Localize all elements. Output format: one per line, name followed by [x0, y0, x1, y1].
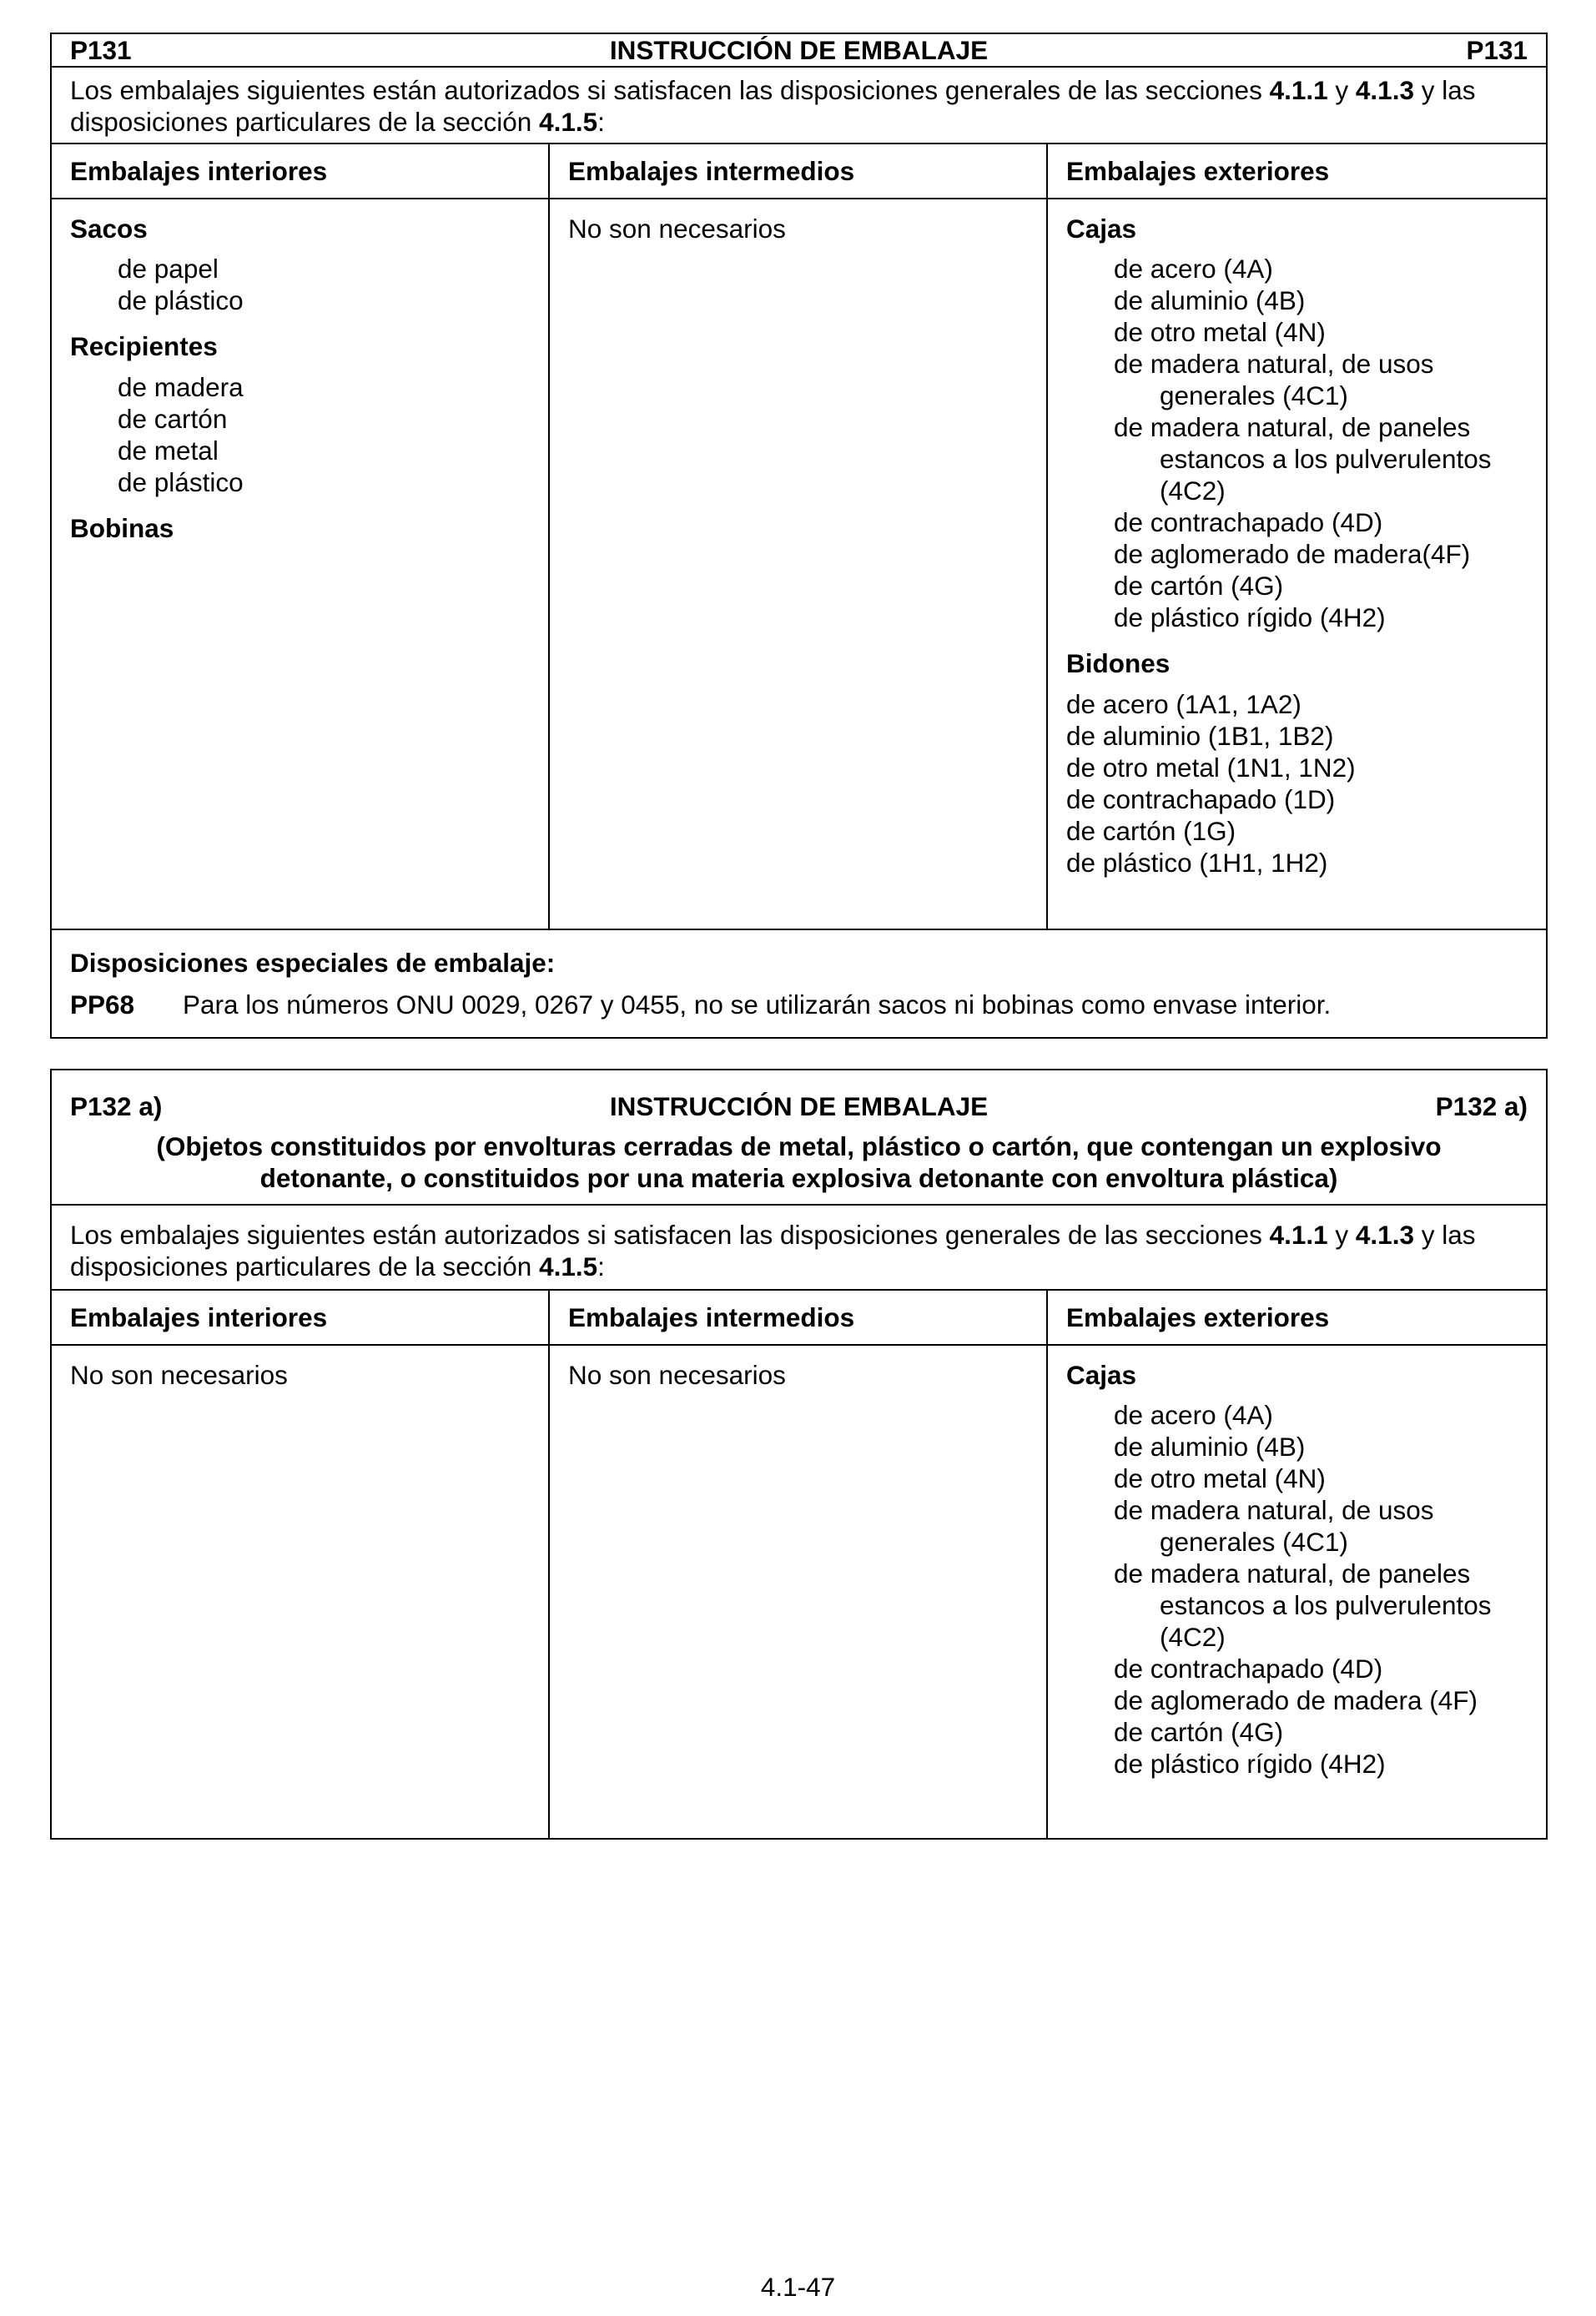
- list-item: de madera natural, de usos: [1114, 349, 1434, 379]
- list-item: de contrachapado (4D): [1114, 507, 1383, 537]
- p131-inner-group-sacos: Sacos: [70, 214, 148, 244]
- list-item: de aluminio (4B): [1114, 1432, 1306, 1462]
- p131-header: [70, 34, 1528, 66]
- p132-code-right: P132 a): [1435, 1091, 1528, 1121]
- p132-col-outer-header: Embalajes exteriores: [1066, 1302, 1330, 1332]
- page-number: 4.1-47: [760, 2272, 836, 2302]
- p132-outer-cell: [1047, 1345, 1547, 1839]
- pp-code: PP68: [70, 989, 135, 1020]
- p131-code-right: P131: [1466, 35, 1528, 65]
- list-item: de plástico: [118, 285, 244, 315]
- p132-intro: Los embalajes siguientes están autorizados si satisfacen las disposiciones generales de las secciones 4.1.1 y 4.1.3 y las disposiciones particulares de la sección 4.1.5:: [51, 1205, 1547, 1290]
- p131-code-left: P131: [70, 35, 132, 65]
- list-item: de madera natural, de paneles: [1114, 412, 1471, 442]
- p132-code-left: P132 a): [70, 1091, 163, 1121]
- p131-inner-group-recipientes: Recipientes: [70, 331, 218, 361]
- list-item: de acero (4A): [1114, 1400, 1273, 1430]
- list-item: de cartón (4G): [1114, 571, 1284, 601]
- list-item: de metal: [118, 436, 219, 466]
- p131-inner-group-bobinas: Bobinas: [70, 513, 174, 543]
- p132-inner-text: No son necesarios: [70, 1360, 288, 1390]
- list-item: de otro metal (1N1, 1N2): [1066, 753, 1356, 783]
- list-item: estancos a los pulverulentos: [1160, 444, 1492, 474]
- list-item: de cartón (1G): [1066, 816, 1236, 846]
- list-item: de aglomerado de madera (4F): [1114, 1685, 1478, 1715]
- list-item: estancos a los pulverulentos: [1160, 1590, 1492, 1620]
- p131-outer-group-bidones: Bidones: [1066, 648, 1171, 678]
- list-item: de plástico rígido (4H2): [1114, 1749, 1386, 1779]
- p131-special-title: Disposiciones especiales de embalaje:: [70, 948, 556, 978]
- list-item: de plástico rígido (4H2): [1114, 602, 1386, 632]
- p132-outer-group-cajas: Cajas: [1066, 1360, 1137, 1390]
- list-item: de acero (4A): [1114, 254, 1273, 284]
- p132-header: [70, 1090, 1528, 1122]
- p131-col-outer-header: Embalajes exteriores: [1066, 156, 1330, 186]
- list-item: (4C2): [1160, 1622, 1226, 1652]
- p131-col-intermediate-header: Embalajes intermedios: [568, 156, 855, 186]
- p132-col-inner-header: Embalajes interiores: [70, 1302, 328, 1332]
- list-item: de plástico (1H1, 1H2): [1066, 848, 1328, 878]
- list-item: de aglomerado de madera(4F): [1114, 539, 1471, 569]
- p131-outer-cell: [1047, 199, 1547, 929]
- p131-outer-group-cajas: Cajas: [1066, 214, 1137, 244]
- list-item: (4C2): [1160, 476, 1226, 506]
- p132-intermediate-text: No son necesarios: [568, 1360, 786, 1390]
- list-item: de otro metal (4N): [1114, 317, 1326, 347]
- p132-subtitle: (Objetos constituidos por envolturas cerradas de metal, plástico o cartón, que contengan un explosivo detonante, o constituidos por una materia explosiva detonante con envoltura plástica): [156, 1131, 1442, 1193]
- packing-instruction-p132a: [50, 1069, 1548, 1840]
- p132-inner-cell: [51, 1345, 549, 1839]
- list-item: de contrachapado (1D): [1066, 784, 1336, 814]
- list-item: de aluminio (4B): [1114, 285, 1306, 315]
- list-item: de papel: [118, 254, 219, 284]
- list-item: de cartón (4G): [1114, 1717, 1284, 1747]
- list-item: de aluminio (1B1, 1B2): [1066, 721, 1334, 751]
- p132-col-intermediate-header: Embalajes intermedios: [568, 1302, 855, 1332]
- list-item: generales (4C1): [1160, 380, 1348, 410]
- p131-intro: Los embalajes siguientes están autorizados si satisfacen las disposiciones generales de las secciones 4.1.1 y 4.1.3 y las disposiciones particulares de la sección 4.1.5:: [51, 67, 1547, 143]
- list-item: de madera natural, de paneles: [1114, 1558, 1471, 1588]
- pp-text: Para los números ONU 0029, 0267 y 0455, no se utilizarán sacos ni bobinas como envase interior.: [183, 989, 1332, 1020]
- p131-col-inner-header: Embalajes interiores: [70, 156, 328, 186]
- list-item: de contrachapado (4D): [1114, 1654, 1383, 1684]
- list-item: de plástico: [118, 467, 244, 497]
- p131-intermediate-cell: [549, 199, 1047, 929]
- list-item: de otro metal (4N): [1114, 1463, 1326, 1493]
- p132-title: INSTRUCCIÓN DE EMBALAJE: [609, 1091, 989, 1121]
- p131-special-provisions: [51, 929, 1547, 1038]
- p131-inner-cell: [51, 199, 549, 929]
- p131-pp68: [70, 989, 1528, 1020]
- packing-instruction-p131: [50, 33, 1548, 1039]
- list-item: de cartón: [118, 404, 228, 434]
- list-item: de madera: [118, 372, 244, 402]
- p131-title: INSTRUCCIÓN DE EMBALAJE: [609, 35, 989, 65]
- list-item: generales (4C1): [1160, 1527, 1348, 1557]
- list-item: de acero (1A1, 1A2): [1066, 689, 1301, 719]
- p131-intermediate-text: No son necesarios: [568, 214, 786, 244]
- p132-intermediate-cell: [549, 1345, 1047, 1839]
- list-item: de madera natural, de usos: [1114, 1495, 1434, 1525]
